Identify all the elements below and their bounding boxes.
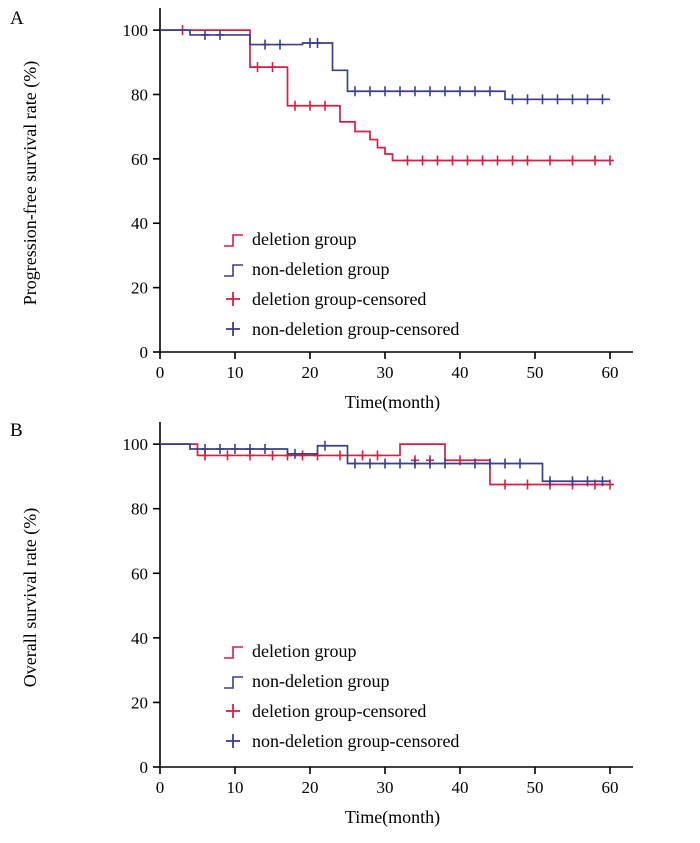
svg-text:0: 0 (155, 778, 165, 797)
y-axis-label: Progression-free survival rate (%) (20, 60, 40, 306)
svg-text:0: 0 (139, 343, 148, 362)
legend-label: non-deletion group (252, 259, 390, 279)
x-axis-label: Time(month) (344, 392, 441, 412)
svg-text:40: 40 (131, 214, 148, 234)
svg-text:10: 10 (226, 778, 244, 797)
svg-text:60: 60 (601, 363, 619, 382)
svg-text:40: 40 (451, 778, 469, 797)
svg-text:20: 20 (301, 778, 319, 797)
svg-text:0: 0 (139, 758, 148, 777)
legend-label: deletion group (252, 229, 357, 249)
panel-a-chart (0, 0, 700, 412)
y-axis-label: Overall survival rate (%) (20, 507, 40, 688)
panel-b-chart (0, 400, 700, 843)
svg-text:20: 20 (131, 693, 148, 713)
svg-text:50: 50 (526, 363, 544, 382)
svg-text:100: 100 (122, 21, 148, 41)
legend-label: deletion group (252, 641, 357, 661)
svg-text:100: 100 (122, 435, 148, 455)
x-axis-label: Time(month) (344, 807, 441, 827)
legend-label: non-deletion group (252, 671, 390, 691)
svg-text:80: 80 (131, 85, 148, 105)
svg-text:60: 60 (131, 149, 148, 169)
svg-text:20: 20 (131, 278, 148, 298)
legend-label: non-deletion group-censored (252, 731, 460, 751)
svg-text:20: 20 (301, 363, 319, 382)
svg-text:0: 0 (155, 363, 165, 382)
panel-a-letter: A (10, 8, 24, 29)
panel-b (0, 400, 700, 843)
legend-label: deletion group-censored (252, 289, 427, 309)
legend-label: deletion group-censored (252, 701, 427, 721)
svg-text:60: 60 (131, 564, 148, 584)
svg-text:40: 40 (131, 628, 148, 648)
panel-b-letter: B (10, 420, 23, 441)
svg-text:10: 10 (226, 363, 244, 382)
svg-text:60: 60 (601, 778, 619, 797)
svg-text:80: 80 (131, 499, 148, 519)
panel-a (0, 0, 700, 412)
legend-label: non-deletion group-censored (252, 319, 460, 339)
svg-text:40: 40 (451, 363, 469, 382)
svg-text:30: 30 (376, 363, 394, 382)
svg-text:30: 30 (376, 778, 394, 797)
svg-text:50: 50 (526, 778, 544, 797)
